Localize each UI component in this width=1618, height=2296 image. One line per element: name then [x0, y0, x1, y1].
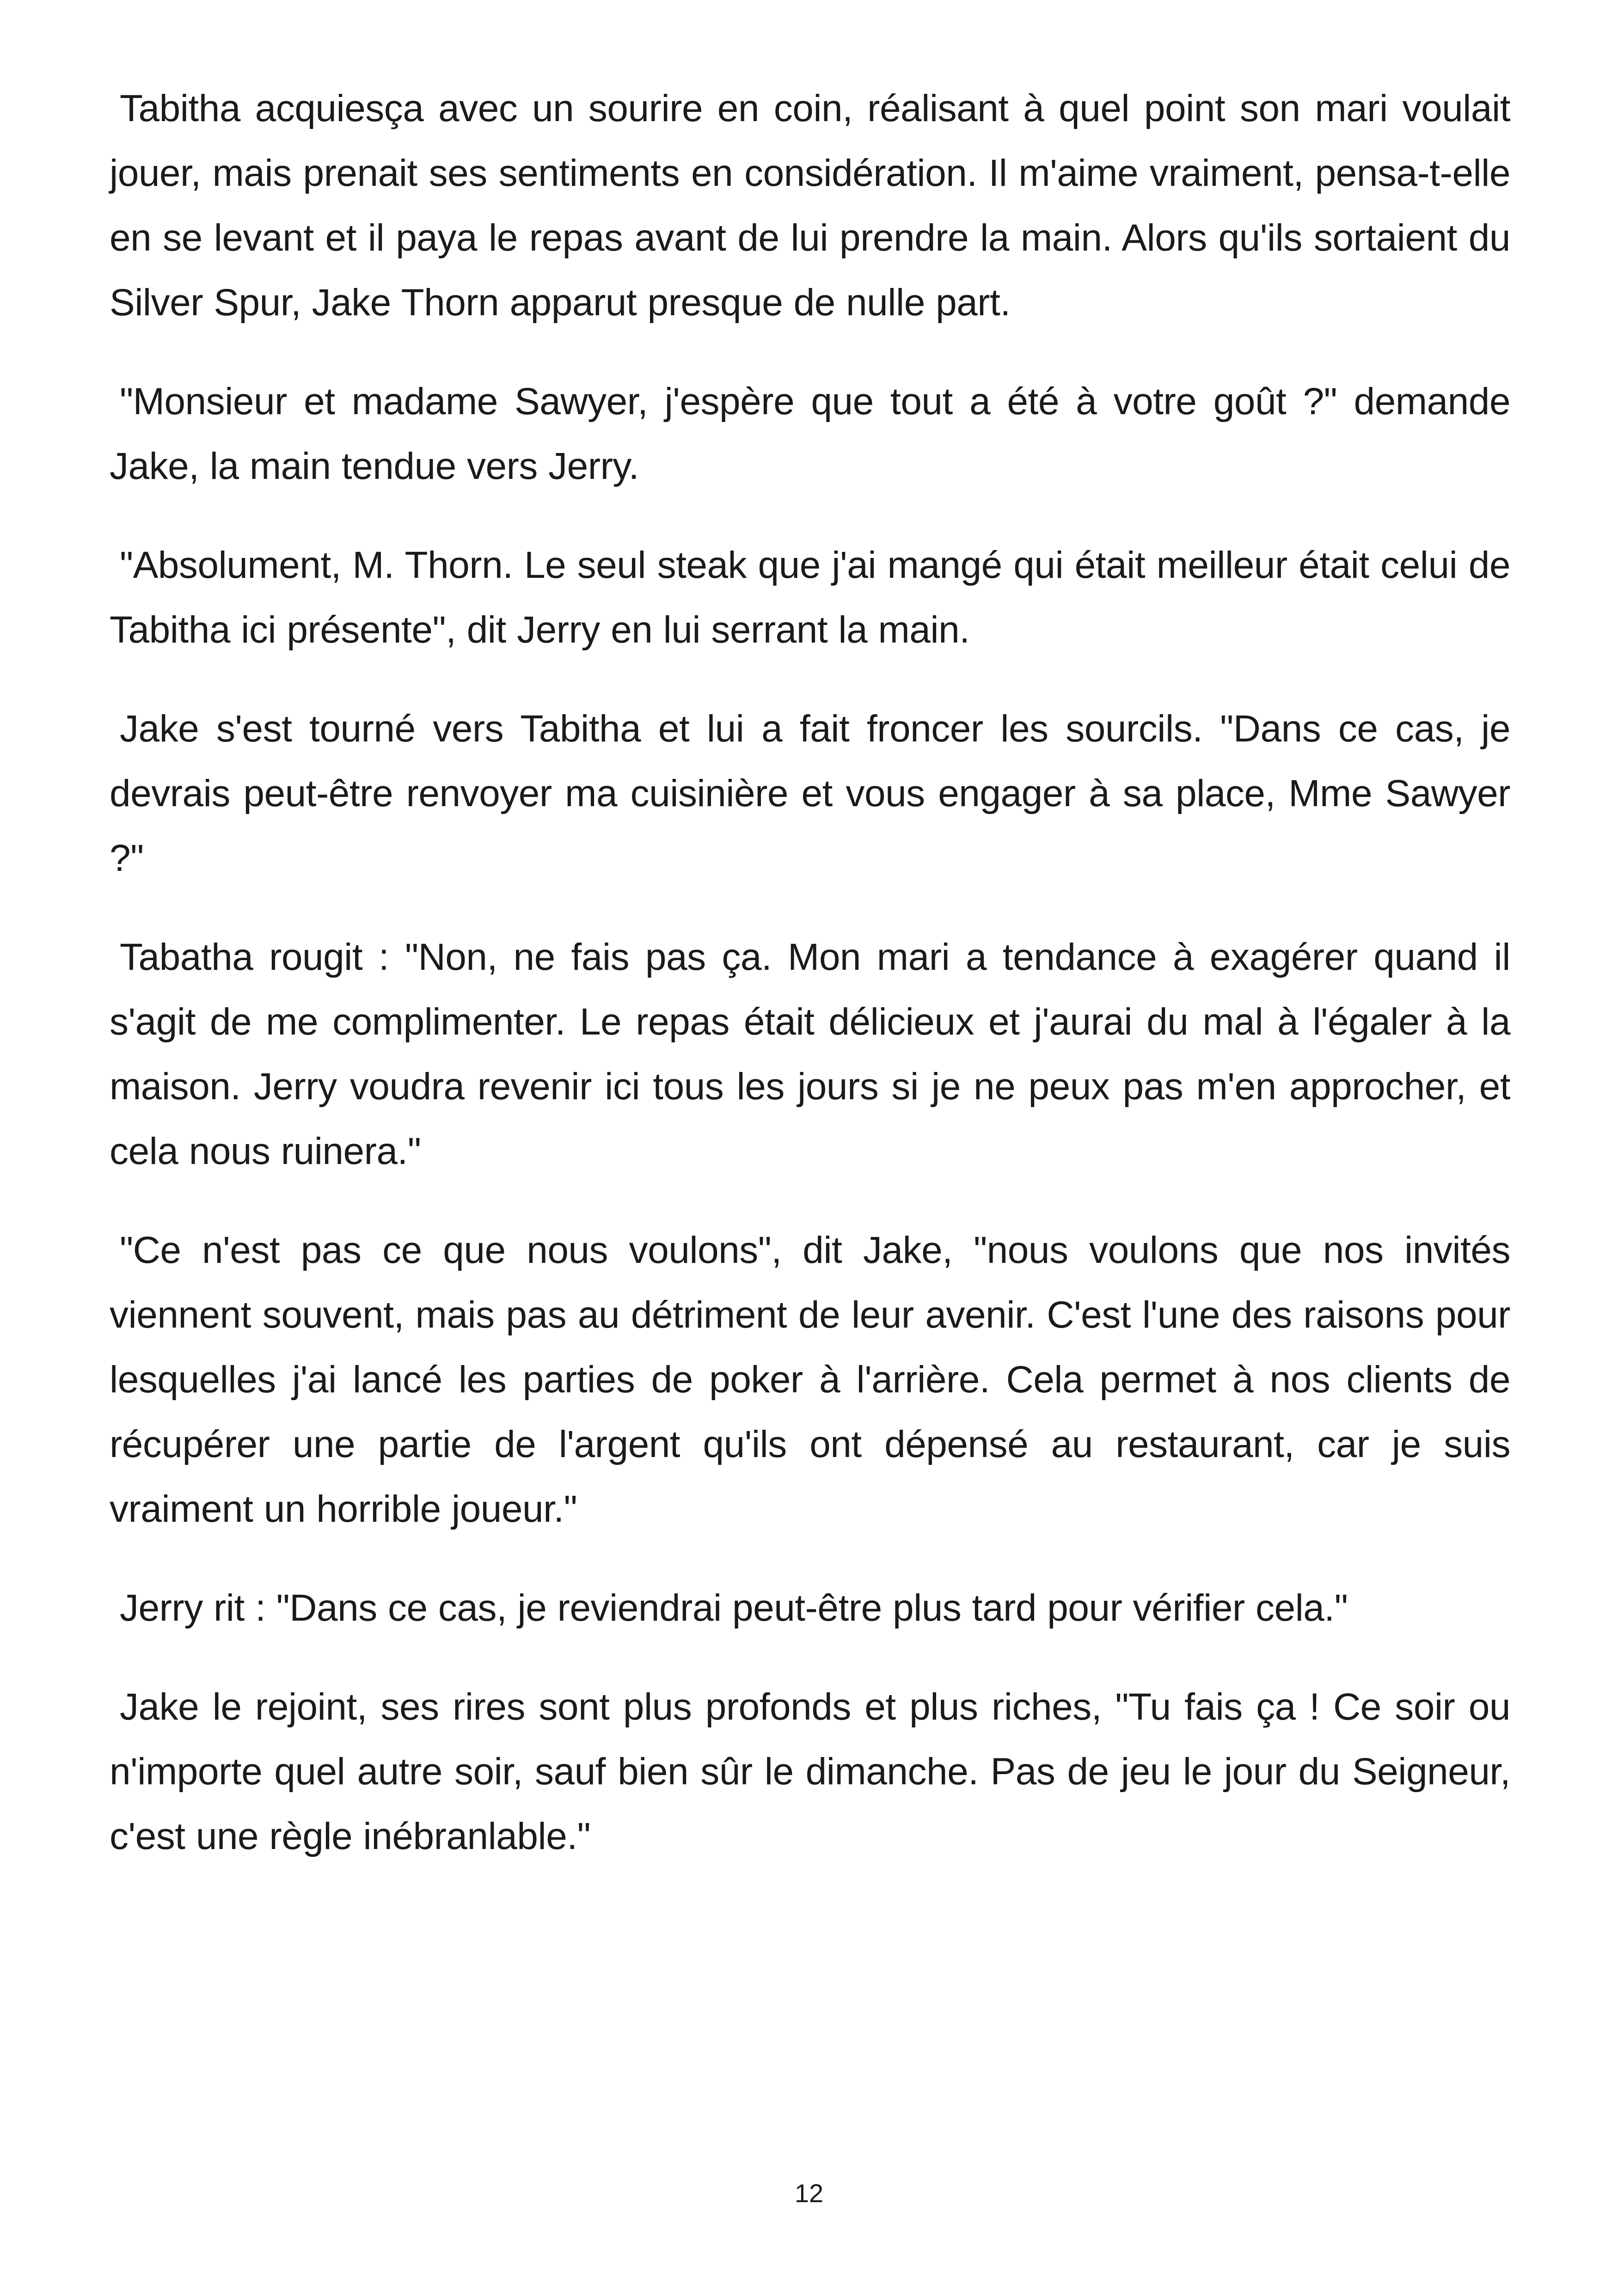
paragraph-8: Jake le rejoint, ses rires sont plus profonds et plus riches, "Tu fais ça ! Ce soir ou n'importe quel autre soir, sauf bien sûr le dimanche. Pas de jeu le jour du Seigneur, c'est une règle inébranlable.": [110, 1686, 1510, 1857]
paragraph-7: Jerry rit : "Dans ce cas, je reviendrai peut-être plus tard pour vérifier cela.": [120, 1587, 1348, 1629]
paragraph-4: Jake s'est tourné vers Tabitha et lui a fait froncer les sourcils. "Dans ce cas, je devrais peut-être renvoyer ma cuisinière et vous engager à sa place, Mme Sawyer ?": [110, 708, 1510, 879]
page-number: 12: [794, 2179, 824, 2208]
paragraph-6: "Ce n'est pas ce que nous voulons", dit Jake, "nous voulons que nos invités viennent souvent, mais pas au détriment de leur avenir. C'est l'une des raisons pour lesquelles j'ai lancé les parties de poker à l'arrière. Cela permet à nos clients de récupérer une partie de l'argent qu'ils ont dépensé au restaurant, car je suis vraiment un horrible joueur.": [110, 1229, 1510, 1530]
paragraph-5: Tabatha rougit : "Non, ne fais pas ça. Mon mari a tendance à exagérer quand il s'agit de me complimenter. Le repas était délicieux et j'aurai du mal à l'égaler à la maison. Jerry voudra revenir ici tous les jours si je ne peux pas m'en approcher, et cela nous ruinera.": [110, 936, 1510, 1172]
paragraph-1: Tabitha acquiesça avec un sourire en coin, réalisant à quel point son mari voulait jouer, mais prenait ses sentiments en considération. Il m'aime vraiment, pensa-t-elle en se levant et il paya le repas avant de lui prendre la main. Alors qu'ils sortaient du Silver Spur, Jake Thorn apparut presque de nulle part.: [110, 87, 1510, 324]
paragraph-3: "Absolument, M. Thorn. Le seul steak que j'ai mangé qui était meilleur était celui de Tabitha ici présente", dit Jerry en lui serrant la main.: [110, 544, 1510, 651]
body-text: [110, 76, 1510, 1903]
paragraph-2: "Monsieur et madame Sawyer, j'espère que tout a été à votre goût ?" demande Jake, la main tendue vers Jerry.: [110, 380, 1510, 487]
